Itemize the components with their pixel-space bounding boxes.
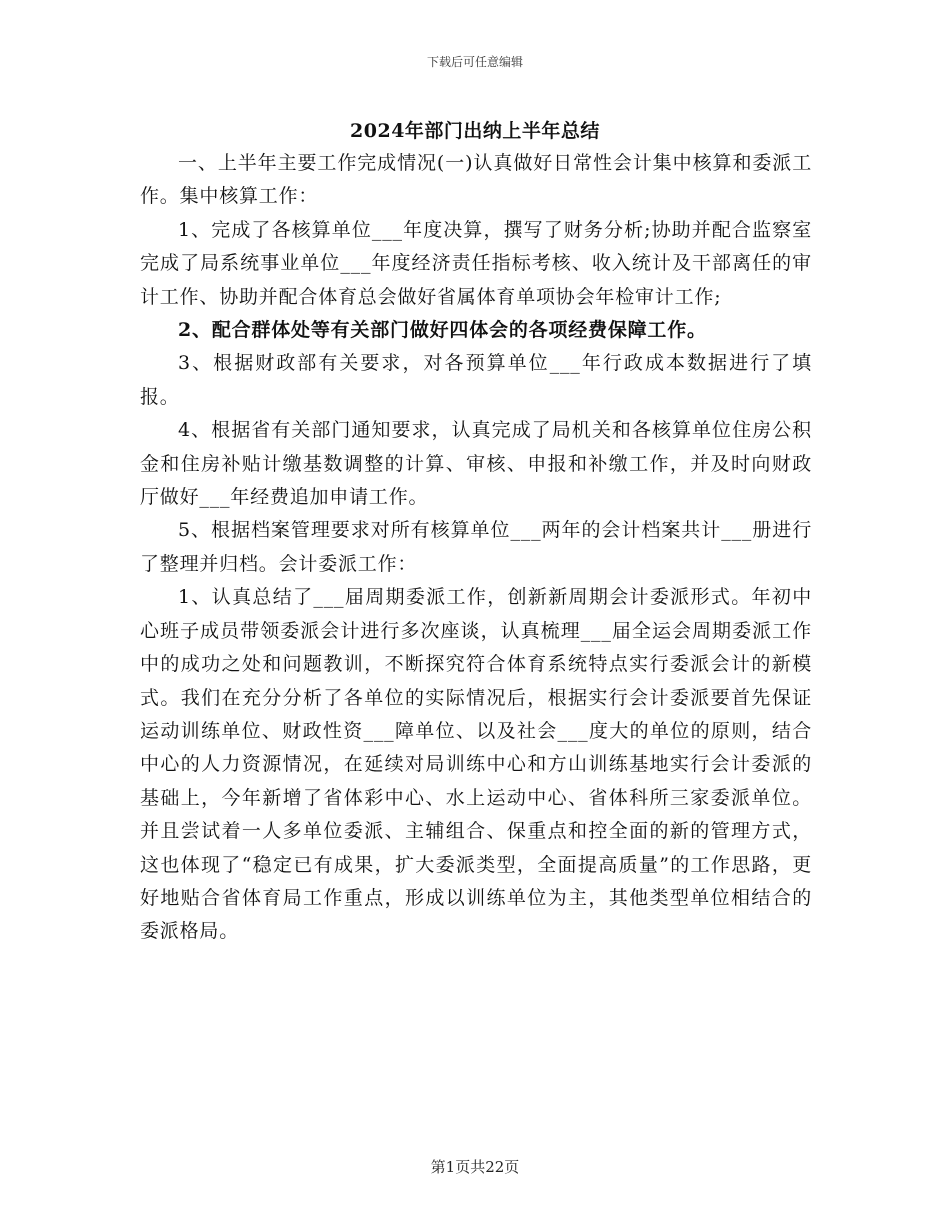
- document-title: 2024年部门出纳上半年总结: [350, 120, 600, 142]
- paragraph-item-3: 3、根据财政部有关要求，对各预算单位___年行政成本数据进行了填报。: [140, 352, 812, 408]
- page-footer: 第1页共22页: [430, 1158, 520, 1176]
- paragraph-delegation-1: 1、认真总结了___届周期委派工作，创新新周期会计委派形式。年初中心班子成员带领委派会计进行多次座谈，认真梳理___届全运会周期委派工作中的成功之处和问题教训，不断探究符合体育系统特点实行委派会计的新模式。我们在充分分析了各单位的实际情况后，根据实行会计委派要首先保证运动训练单位、财政性资___障单位、以及社会___度大的单位的原则，结合中心的人力资源情况，在延续对局训练中心和方山训练基地实行会计委派的基础上，今年新增了省体彩中心、水上运动中心、省体科所三家委派单位。并且尝试着一人多单位委派、主辅组合、保重点和控全面的新的管理方式，这也体现了“稳定已有成果，扩大委派类型，全面提高质量”的工作思路，更好地贴合省体育局工作重点，形成以训练单位为主，其他类型单位相结合的委派格局。: [140, 586, 812, 943]
- paragraph-item-4: 4、根据省有关部门通知要求，认真完成了局机关和各核算单位住房公积金和住房补贴计缴基数调整的计算、审核、申报和补缴工作，并及时向财政厅做好___年经费追加申请工作。: [140, 419, 812, 509]
- paragraph-item-2: 2、配合群体处等有关部门做好四体会的各项经费保障工作。: [178, 319, 707, 342]
- paragraph-item-5: 5、根据档案管理要求对所有核算单位___两年的会计档案共计___册进行了整理并归档。会计委派工作：: [140, 519, 812, 575]
- paragraph-item-1: 1、完成了各核算单位___年度决算，撰写了财务分析;协助并配合监察室完成了局系统事业单位___年度经济责任指标考核、收入统计及干部离任的审计工作、协助并配合体育总会做好省属体育单项协会年检审计工作;: [140, 218, 812, 308]
- header-note: 下载后可任意编辑: [426, 55, 523, 69]
- paragraph-section-heading: 一、上半年主要工作完成情况(一)认真做好日常性会计集中核算和委派工作。集中核算工作：: [140, 152, 812, 208]
- document-body: [140, 147, 812, 949]
